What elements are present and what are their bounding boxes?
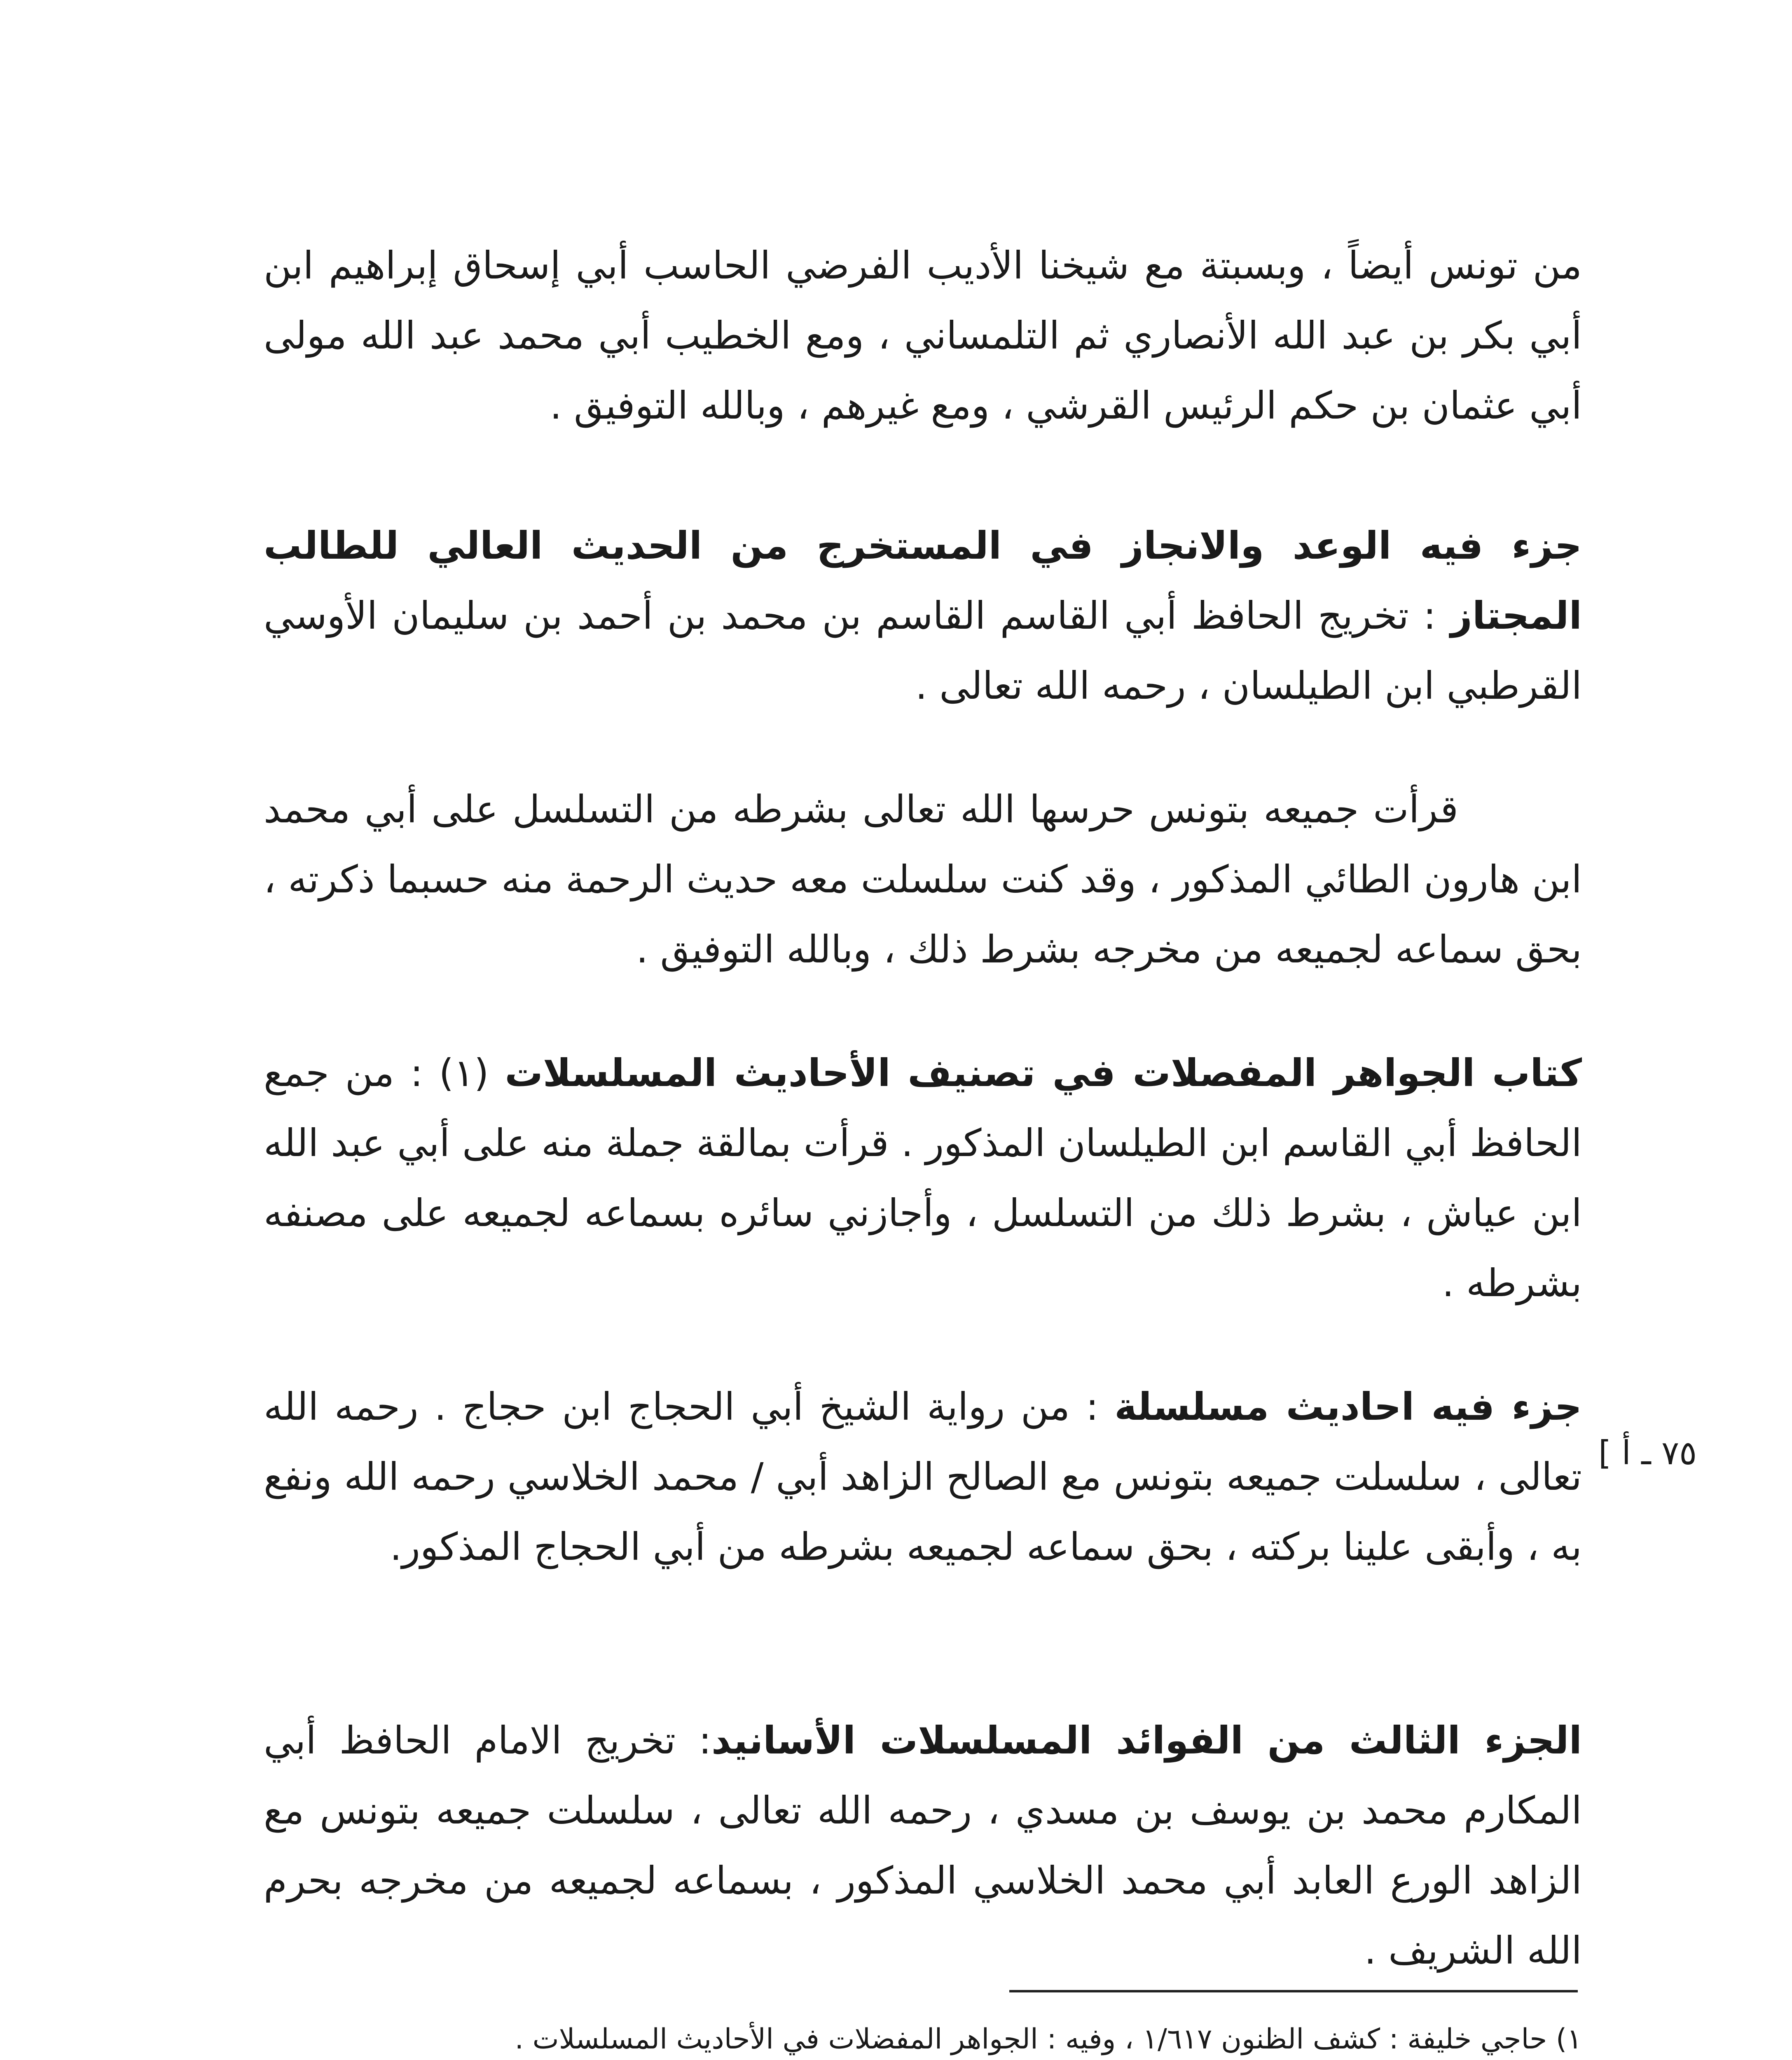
intro-paragraph (264, 231, 1582, 441)
footnote-text: ١) حاجي خليفة : كشف الظنون ١/٦١٧ ، وفيه : الجواهر المفضلات في الأحاديث المسلسلات . (515, 2023, 1582, 2055)
footnote-divider (1009, 1990, 1578, 1992)
intro-text: من تونس أيضاً ، وبسبتة مع شيخنا الأديب الفرضي الحاسب أبي إسحاق إبراهيم ابن أبي بكر بن عبد الله الأنصاري ثم التلمساني ، ومع الخطيب أبي محمد عبد الله مولى أبي عثمان بن حكم الرئيس القرشي ، ومع غيرهم ، وبالله التوفيق . (264, 243, 1582, 428)
entry-text (264, 1038, 1582, 1318)
entry-heading: كتاب الجواهر المفصلات في تصنيف الأحاديث المسلسلات (505, 1051, 1582, 1095)
entry-ahadith-musalsala (264, 1372, 1582, 1582)
entry-body: تخريج الامام الحافظ أبي المكارم محمد بن يوسف بن مسدي ، رحمه الله تعالى ، سلسلت جميعه بتونس مع الزاهد الورع العابد أبي محمد الخلاسي المذكور ، بسماعه لجميعه من مخرجه بحرم الله الشريف . (264, 1718, 1582, 1973)
reading-text: قرأت جميعه بتونس حرسها الله تعالى بشرطه من التسلسل على أبي محمد ابن هارون الطائي المذكور ، وقد كنت سلسلت معه حديث الرحمة منه حسبما ذكرته ، بحق سماعه لجميعه من مخرجه بشرط ذلك ، وبالله التوفيق . (264, 787, 1582, 971)
footnote (264, 2015, 1582, 2060)
entry-body: تخريج الحافظ أبي القاسم القاسم بن محمد بن أحمد بن سليمان الأوسي القرطبي ابن الطيلسان ، رحمه الله تعالى . (264, 594, 1582, 708)
entry-body: من جمع الحافظ أبي القاسم ابن الطيلسان المذكور . قرأت بمالقة جملة منه على أبي عبد الله ابن عياش ، بشرط ذلك من التسلسل ، وأجازني سائره بسماعه لجميعه على مصنفه بشرطه . (264, 1051, 1582, 1305)
entry-heading: الجزء الثالث من الفوائد المسلسلات الأسانيد (711, 1718, 1582, 1763)
entry-separator: : (676, 1718, 711, 1763)
entry-fawaid (264, 1706, 1582, 1986)
entry-text (264, 1706, 1582, 1986)
entry-body: من رواية الشيخ أبي الحجاج ابن حجاج . رحمه الله تعالى ، سلسلت جميعه بتونس مع الصالح الزاهد أبي / محمد الخلاسي رحمه الله ونفع به ، وأبقى علينا بركته ، بحق سماعه لجميعه بشرطه من أبي الحجاج المذكور. (264, 1385, 1582, 1569)
entry-text (264, 511, 1582, 721)
entry-waad-wal-injaz (264, 511, 1582, 721)
entry-separator: : (1070, 1385, 1115, 1429)
entry-separator: (١) : (394, 1051, 505, 1095)
entry-heading: جزء فيه الوعد والانجاز في المستخرج من الحديث العالي للطالب المجتاز (264, 524, 1582, 638)
entry-heading: جزء فيه احاديث مسلسلة (1114, 1385, 1582, 1429)
entry-jawahir (264, 1038, 1582, 1318)
entry-text (264, 1372, 1582, 1582)
reading-paragraph (264, 775, 1582, 985)
entry-separator: : (1408, 594, 1450, 638)
manuscript-folio-marker: ٧٥ ـ أ ] (1598, 1434, 1697, 1472)
